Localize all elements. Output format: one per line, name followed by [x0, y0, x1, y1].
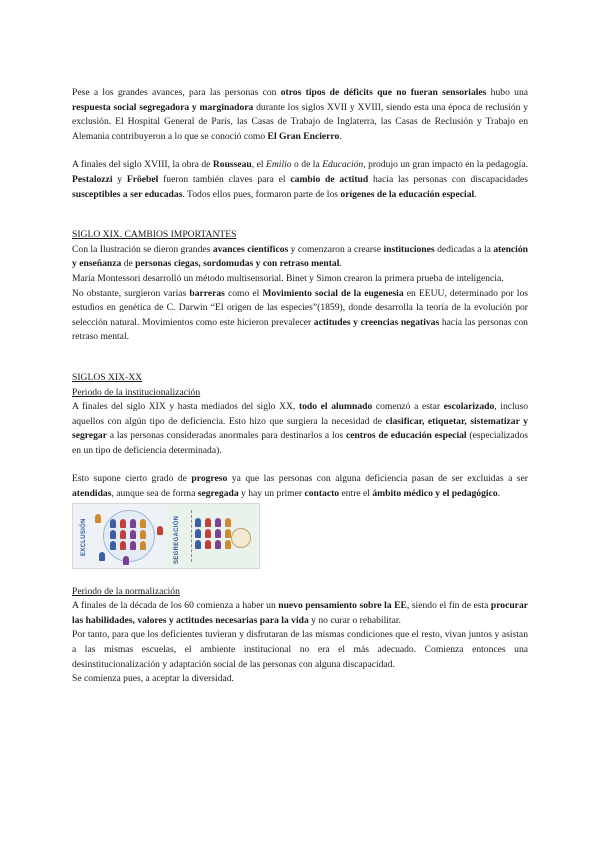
bold-text: centros de educación especial [345, 430, 467, 442]
italic-text: Educación [322, 159, 364, 171]
bold-text: procurar las habilidades, valores y actitudes necesarias para la vida [72, 600, 528, 626]
person-icon [110, 541, 116, 550]
bold-text: atención y enseñanza [72, 243, 528, 270]
text: Con la Ilustración se dieron grandes [72, 243, 213, 255]
segregation-label: SEGREGACIÓN [174, 515, 180, 564]
wheelchair-user-icon [99, 552, 105, 561]
text: en EEUU, determinado por los estudios en genética de C. Darwin “El origen de las especies”(1859), donde desarrolla la teoría de la evolución por selección natural. Movimientos como este hicieron prevalecer [72, 287, 528, 328]
bold-text: avances científicos [212, 243, 289, 255]
bold-text: ámbito médico y el pedagógico [372, 488, 498, 500]
text: hacia las personas con retraso mental. [72, 316, 528, 343]
text: (especializados en un tipo de deficiencia determinada). [72, 430, 529, 456]
text: entre el [339, 488, 373, 500]
paragraph-siglo-xviii [72, 158, 528, 202]
bold-text: atendidas [72, 488, 112, 500]
text: hubo una [486, 87, 529, 98]
text: A finales del siglo XVIII, la obra de [72, 159, 213, 171]
bold-text: El Gran Encierro [267, 130, 340, 142]
text: , el [251, 159, 266, 171]
person-icon [110, 519, 116, 528]
text: A finales del siglo XIX y hasta mediados del siglo XX, [72, 401, 299, 413]
bold-text: escolarizado [443, 401, 495, 413]
bold-text: nuevo pensamiento sobre la EE [278, 600, 407, 612]
person-icon [225, 518, 231, 527]
text: , incluso aquellos con algún tipo de deficiencia. Esto hizo que surgiera la necesidad de [72, 401, 528, 427]
segregated-group-icon [231, 528, 251, 548]
bold-text: respuesta social segregadora y marginadora [72, 101, 254, 113]
text: de [121, 258, 136, 270]
person-icon [140, 530, 146, 539]
person-icon [215, 518, 221, 527]
paragraph-eugenesia [72, 287, 528, 345]
person-icon [205, 518, 211, 527]
text: , produjo un gran impacto en la pedagogía. [363, 159, 528, 171]
paragraph-progreso [72, 472, 528, 501]
text: como el [224, 287, 263, 299]
paragraph-gran-encierro [72, 86, 528, 144]
text: y hay un primer [238, 488, 305, 500]
paragraph-ilustracion [72, 243, 528, 272]
segregation-separator [191, 510, 192, 562]
exclusion-figures [110, 519, 147, 550]
person-icon [140, 519, 146, 528]
bold-text: Pestalozzi [72, 173, 113, 185]
bold-text: Fröebel [126, 173, 159, 185]
section-heading-siglos-xix-xx: SIGLOS XIX-XX [72, 371, 143, 383]
subheading-normalizacion: Periodo de la normalización [72, 585, 180, 597]
bold-text: susceptibles a ser educadas [72, 188, 183, 200]
bold-text: cambio de actitud [290, 173, 369, 185]
paragraph-normalizacion [72, 599, 528, 628]
text: Esto supone cierto grado de [72, 473, 192, 485]
text: hacia las personas con discapacidades [368, 173, 528, 185]
text: comenzó a estar [372, 401, 444, 413]
text: , aunque sea de forma [111, 488, 198, 500]
person-icon [195, 529, 201, 538]
paragraph-institucionalizacion [72, 400, 528, 458]
text: . [497, 488, 501, 500]
person-icon [130, 541, 136, 550]
text: . Todos ellos pues, formaron parte de los [182, 188, 341, 200]
text: y comenzaron a crearse [288, 243, 384, 255]
text: . [474, 188, 477, 200]
text: ya que las personas con alguna deficiencia pasan de ser excluidas a ser [227, 473, 528, 485]
excluded-person-icon [95, 514, 101, 523]
text: durante los siglos XVII y XVIII, siendo esta una época de reclusión y exclusión. El Hospital General de París, las Casas de Trabajo de Inglaterra, las Casas de Reclusión y Trabajo en Alemania contribuyeron a lo que se conoció como [72, 101, 529, 142]
bold-text: actitudes y creencias negativas [313, 316, 440, 328]
person-icon [110, 530, 116, 539]
bold-text: todo el alumnado [298, 401, 373, 413]
person-icon [195, 518, 201, 527]
exclusion-label: EXCLUSIÓN [81, 517, 87, 556]
text: o de la [291, 159, 323, 171]
bold-text: contacto [304, 488, 340, 500]
excluded-person-icon [123, 556, 129, 565]
paragraph-diversidad: Se comienza pues, a aceptar la diversidad. [72, 673, 234, 685]
person-icon [140, 541, 146, 550]
person-icon [120, 541, 126, 550]
document-page [72, 86, 528, 687]
person-icon [215, 540, 221, 549]
person-icon [205, 540, 211, 549]
paragraph-desinstitucionalizacion: Por tanto, para que los deficientes tuvieran y disfrutaran de las mismas condiciones que el resto, vivan juntos y asistan a las mismas escuelas, el ambiente institucional no era el más adecuado. Comienza entonces una desinstitucionalización y adaptación social de las personas con alguna discapacidad. [72, 629, 528, 670]
text: Pese a los grandes avances, para las personas con [72, 87, 281, 98]
bold-text: segregada [197, 488, 239, 500]
italic-text: Emilio [266, 159, 292, 171]
bold-text: instituciones [383, 243, 435, 255]
bold-text: Rousseau [212, 159, 252, 171]
bold-text: barreras [189, 287, 225, 299]
text: . [339, 258, 342, 270]
bold-text: otros tipos de déficits que no fueran sensoriales [280, 87, 487, 98]
text: y no curar o rehabilitar. [308, 614, 401, 626]
person-icon [120, 519, 126, 528]
person-icon [130, 519, 136, 528]
person-icon [215, 529, 221, 538]
bold-text: progreso [191, 473, 228, 485]
subheading-institucionalizacion: Periodo de la institucionalización [72, 386, 201, 398]
person-icon [225, 540, 231, 549]
segregation-figures [195, 518, 232, 549]
text: , siendo el fin de esta [406, 600, 491, 612]
exclusion-segregation-diagram [72, 503, 260, 569]
section-heading-siglo-xix: SIGLO XIX. CAMBIOS IMPORTANTES [72, 229, 237, 241]
excluded-person-icon [157, 526, 163, 535]
person-icon [120, 530, 126, 539]
text: y [112, 173, 127, 185]
person-icon [195, 540, 201, 549]
text: fueron también claves para el [158, 173, 291, 185]
text: A finales de la década de los 60 comienza a haber un [72, 600, 279, 612]
text: dedicadas a la [434, 243, 494, 255]
text: No obstante, surgieron varias [72, 287, 190, 299]
paragraph-montessori: María Montessori desarrolló un método multisensorial. Binet y Simon crearon la primera prueba de inteligencia. [72, 272, 504, 284]
text: a las personas consideradas anormales para destinarlos a los [106, 430, 346, 442]
person-icon [205, 529, 211, 538]
bold-text: personas ciegas, sordomudas y con retraso mental [135, 258, 340, 270]
bold-text: Movimiento social de la eugenesia [262, 287, 404, 299]
bold-text: orígenes de la educación especial [340, 188, 475, 200]
text: . [339, 130, 342, 142]
person-icon [130, 530, 136, 539]
bold-text: clasificar, etiquetar, sistematizar y segregar [72, 415, 528, 442]
